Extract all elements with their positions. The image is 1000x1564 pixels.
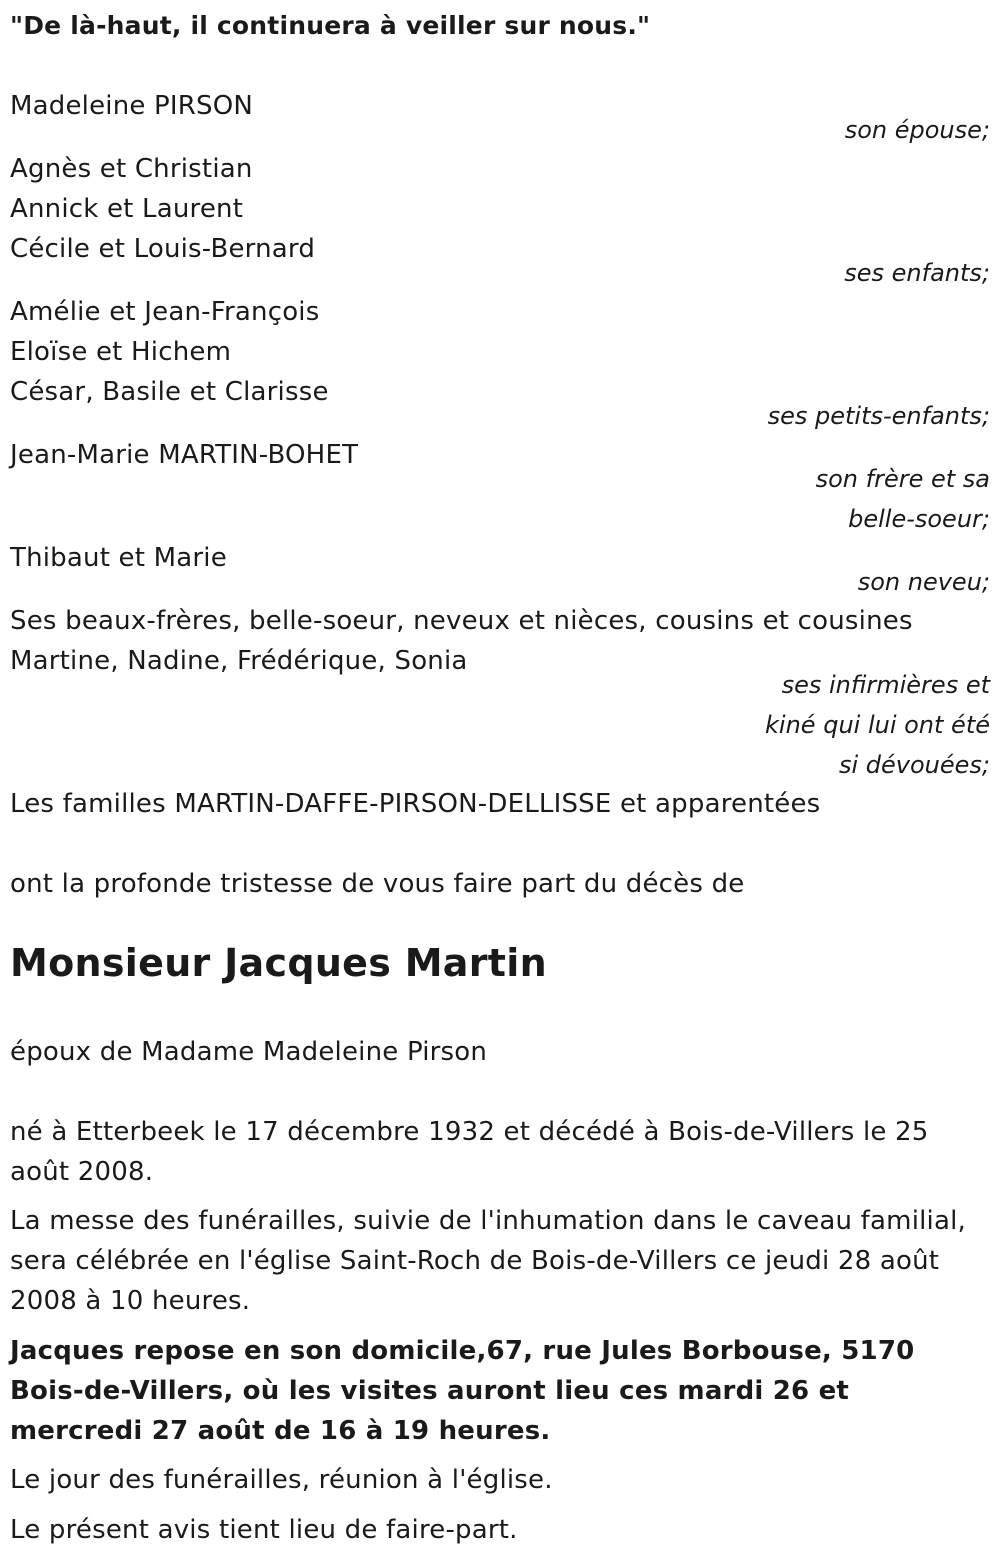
announcement: ont la profonde tristesse de vous faire part du décès de (10, 869, 745, 899)
spouse-of: époux de Madame Madeleine Pirson (10, 1037, 488, 1067)
nurses-relation-2: kiné qui lui ont été (765, 711, 990, 739)
quote: "De là-haut, il continuera à veiller sur nous." (10, 11, 651, 40)
families-line: Les familles MARTIN-DAFFE-PIRSON-DELLISSE et apparentées (10, 789, 821, 819)
deceased-name: Monsieur Jacques Martin (10, 941, 547, 985)
child-3: Cécile et Louis-Bernard (10, 234, 316, 264)
meeting-line: Le jour des funérailles, réunion à l'église. (10, 1465, 553, 1495)
spouse-name: Madeleine PIRSON (10, 91, 254, 121)
inlaws-line: Ses beaux-frères, belle-soeur, neveux et nièces, cousins et cousines (10, 606, 913, 636)
grandchild-2: Eloïse et Hichem (10, 337, 232, 367)
visitation-paragraph: Jacques repose en son domicile,67, rue Jules Borbouse, 5170 Bois-de-Villers, où les visites auront lieu ces mardi 26 et mercredi 27 août de 16 à 19 heures. (10, 1336, 915, 1446)
nurses-relation-3: si dévouées; (838, 751, 990, 779)
birth-death-paragraph: né à Etterbeek le 17 décembre 1932 et décédé à Bois-de-Villers le 25 août 2008. (10, 1117, 929, 1187)
brother-relation-2: belle-soeur; (848, 505, 990, 533)
funeral-mass-paragraph: La messe des funérailles, suivie de l'inhumation dans le caveau familial, sera célébrée en l'église Saint-Roch de Bois-de-Villers ce jeudi 28 août 2008 à 10 heures. (10, 1206, 966, 1316)
grandchildren-relation: ses petits-enfants; (767, 402, 990, 430)
grandchild-1: Amélie et Jean-François (10, 297, 320, 327)
spouse-relation: son épouse; (844, 116, 990, 144)
notice-line: Le présent avis tient lieu de faire-part. (10, 1515, 518, 1545)
brother-relation-1: son frère et sa (815, 465, 990, 493)
children-relation: ses enfants; (844, 259, 990, 287)
nephew-name: Thibaut et Marie (10, 543, 227, 573)
grandchild-3: César, Basile et Clarisse (10, 377, 329, 407)
nurses-relation-1: ses infirmières et (781, 671, 990, 699)
nurses-name: Martine, Nadine, Frédérique, Sonia (10, 646, 468, 676)
nephew-relation: son neveu; (857, 568, 990, 596)
child-2: Annick et Laurent (10, 194, 244, 224)
child-1: Agnès et Christian (10, 154, 253, 184)
brother-name: Jean-Marie MARTIN-BOHET (10, 440, 359, 470)
